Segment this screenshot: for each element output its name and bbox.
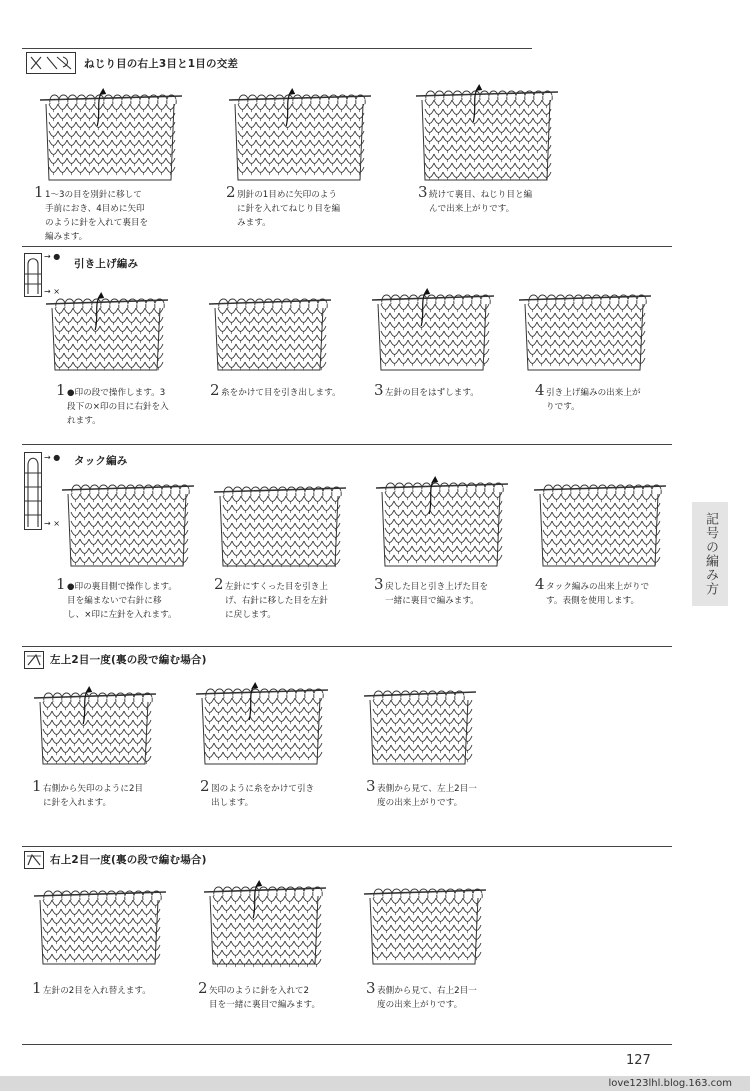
section-divider: [22, 646, 672, 647]
knitting-illustration: [36, 86, 186, 186]
step-caption: 3 戻した目と引き上げた目を 一緒に裏目で編みます。: [374, 575, 489, 606]
step-caption: 4 引き上げ編みの出来上が りです。: [535, 381, 641, 412]
step-caption: 1 左針の2目を入れ替えます。: [32, 979, 151, 997]
section-title: 右上2目一度(裏の段で編む場合): [50, 854, 207, 866]
step-caption: 2 糸をかけて目を引き出します。: [210, 381, 341, 399]
section-divider: [22, 846, 672, 847]
step-caption: 2 図のように糸をかけて引き 出します。: [200, 777, 315, 808]
row-mark-dot: → ●: [44, 453, 61, 462]
section-divider: [22, 1044, 672, 1045]
step-caption: 3 表側から見て、左上2目一 度の出来上がりです。: [366, 777, 477, 808]
section-title: 左上2目一度(裏の段で編む場合): [50, 654, 207, 666]
row-mark-cross: → ×: [44, 287, 60, 296]
knitting-illustration: [30, 684, 160, 770]
step-caption: 1 ●印の裏目側で操作します。 目を編まないで右針に移 し、×印に左針を入れます。: [56, 575, 177, 620]
knitting-illustration: [192, 680, 332, 770]
row-mark-dot: → ●: [44, 252, 61, 261]
step-caption: 2 左針にすくった目を引き上 げ、右針に移した目を左針 に戻します。: [214, 575, 328, 620]
knitting-illustration: [372, 474, 512, 572]
knitting-illustration: [530, 476, 670, 572]
twisted-cross-symbol: [26, 52, 76, 74]
knitting-illustration: [515, 286, 655, 376]
knitting-illustration: [205, 290, 335, 376]
side-tab: 記号の編み方: [692, 502, 728, 606]
step-caption: 1 ●印の段で操作します。3 段下の×印の目に右針を入 れます。: [56, 381, 169, 426]
section-title: タック編み: [74, 455, 128, 467]
step-caption: 3 続けて裏目、ねじり目と編 んで出来上がりです。: [418, 183, 533, 214]
section-title: 引き上げ編み: [74, 258, 139, 270]
tuck-stitch-symbol: [24, 452, 42, 530]
step-caption: 3 表側から見て、右上2目一 度の出来上がりです。: [366, 979, 477, 1010]
knitting-illustration: [42, 290, 172, 376]
knitting-illustration: [360, 682, 480, 770]
page-number: 127: [626, 1053, 651, 1068]
step-caption: 1 右側から矢印のように2目 に針を入れます。: [32, 777, 143, 808]
right-decrease-symbol: [24, 851, 44, 869]
knitting-illustration: [360, 880, 490, 970]
knitting-illustration: [58, 476, 198, 572]
step-caption: 4 タック編みの出来上がりで す。表側を使用します。: [535, 575, 650, 606]
section-divider: [22, 444, 672, 445]
knitting-illustration: [368, 286, 498, 376]
section-divider: [22, 48, 532, 49]
step-caption: 3 左針の目をはずします。: [374, 381, 479, 399]
slip-stitch-symbol: [24, 253, 42, 297]
section-divider: [22, 246, 672, 247]
knitting-illustration: [412, 82, 562, 186]
step-caption: 2 矢印のように針を入れて2 目を一緒に裏目で編みます。: [198, 979, 321, 1010]
section-title: ねじり目の右上3目と1目の交差: [84, 58, 239, 70]
step-caption: 1 1〜3の目を別針に移して 手前におき、4目めに矢印 のように針を入れて裏目を 編みます。: [34, 183, 149, 242]
knitting-illustration: [225, 86, 375, 186]
step-caption: 2 別針の1目めに矢印のよう に針を入れてねじり目を編 みます。: [226, 183, 341, 228]
row-mark-cross: → ×: [44, 519, 60, 528]
knitting-illustration: [200, 878, 330, 970]
knitting-illustration: [210, 478, 350, 572]
footer-watermark: love123lhl.blog.163.com: [0, 1076, 750, 1091]
knitting-illustration: [30, 882, 170, 970]
left-decrease-symbol: [24, 651, 44, 669]
